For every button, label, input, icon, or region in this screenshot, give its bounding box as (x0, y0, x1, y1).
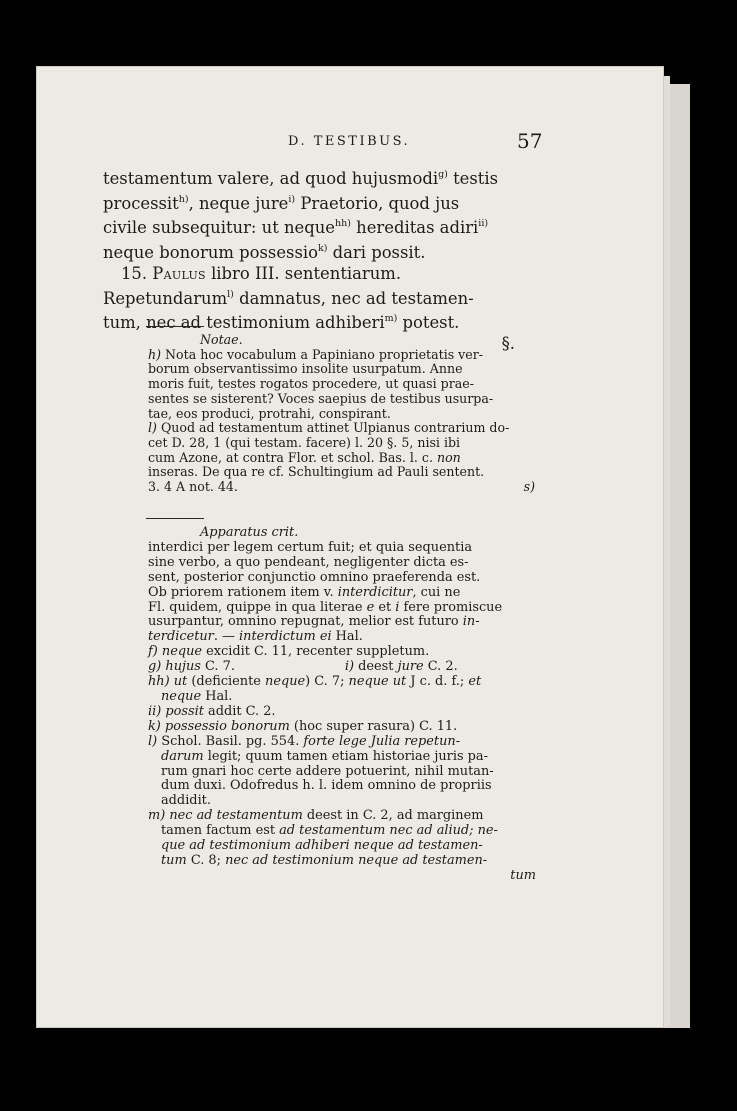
text-line: sent, posterior conjunctio omnino praeferenda est. (148, 569, 481, 585)
text-line: l) Quod ad testamentum attinet Ulpianus contrarium do- (148, 420, 510, 436)
footnote-marker: h) (178, 193, 189, 205)
text-line: rum gnari hoc certe addere potuerint, nihil mutan- (161, 763, 494, 779)
apparatus-criticus (148, 526, 548, 884)
text-line: neque bonorum possessio$^{k)}$ dari possit. (103, 242, 426, 262)
crit-entry-m: m) nec ad testamentum deest in C. 2, ad marginem (148, 808, 484, 824)
footnote-marker: m) (384, 313, 398, 324)
crit-entry-f: f) neque excidit C. 11, recenter suppletum. (148, 644, 430, 660)
text-line: terdicetur. — interdictum ei Hal. (148, 629, 363, 645)
notes-title: Notae. (200, 332, 243, 347)
section-sign: §. (501, 333, 515, 353)
crit-entry-ii: ii) possit addit C. 2. (148, 703, 276, 719)
text-line: cet D. 28, 1 (qui testam. facere) l. 20 §. 5, nisi ibi (148, 434, 461, 450)
apparatus-title: Apparatus crit. (200, 525, 299, 540)
text-line: testamentum valere, ad quod hujusmodi$^{g)}$ testis (103, 169, 499, 188)
divider (146, 326, 204, 327)
text-line: tamen factum est ad testamentum nec ad aliud; ne- (161, 823, 498, 839)
text-line: que ad testimonium adhiberi neque ad testamen- (161, 838, 483, 854)
crit-entry-l: l) Schol. Basil. pg. 554. forte lege Julia repetun- (148, 733, 461, 749)
text-line: sentes se sisterent? Voces saepius de testibus usurpa- (148, 390, 494, 406)
footnote-marker: g) (438, 169, 448, 180)
text-line: processit$^{h)}$, neque jure$^{i)}$ Praetorio, quod jus (103, 193, 460, 213)
text-line: addidit. (161, 793, 211, 809)
text-line: sine verbo, a quo pendeant, negligenter dicta es- (148, 554, 469, 570)
crit-entry-k: k) possessio bonorum (hoc super rasura) C. 11. (148, 718, 458, 734)
text-line: tum, nec ad testimonium adhiberi$^{m)}$ potest. (103, 313, 460, 332)
text-line: darum legit; quum tamen etiam historiae juris pa- (161, 748, 488, 764)
footnote-marker: i) (288, 193, 296, 205)
running-title: D. TESTIBUS. (288, 134, 411, 149)
text-line: Fl. quidem, quippe in qua literae e et i fere promiscue (148, 599, 503, 615)
note-l (148, 421, 543, 495)
note-end-mark: s) (523, 479, 535, 495)
text-line: cum Azone, at contra Flor. et schol. Bas. l. c. non (148, 449, 461, 465)
text-line: 3. 4 A not. 44. s) (148, 480, 543, 495)
note-h (148, 348, 543, 422)
text-line: neque Hal. (161, 688, 233, 704)
author-name: Paulus (152, 264, 206, 283)
crit-entry-g-i: g) hujus C. 7. i) deest jure C. 2. (148, 659, 458, 675)
footnote-marker: hh) (335, 218, 351, 229)
notes-section (148, 333, 543, 495)
page-number: 57 (517, 129, 543, 153)
text-line: h) Nota hoc vocabulum a Papiniano proprietatis ver- (148, 346, 484, 362)
text-line: Repetundarum$^{l)}$ damnatus, nec ad testamen- (103, 288, 474, 308)
text-line: inseras. De qua re cf. Schultingium ad Pauli sentent. (148, 464, 485, 480)
text-line: civile subsequitur: ut neque$^{hh)}$ hereditas adiri$^{ii)}$ (103, 218, 489, 237)
text-line: borum observantissimo insolite usurpatum. Anne (148, 361, 463, 377)
catchword: tum (510, 867, 536, 883)
text-line: dum duxi. Odofredus h. l. idem omnino de propriis (161, 778, 492, 794)
text-line: Ob priorem rationem item v. interdicitur, cui ne (148, 584, 461, 600)
running-head (0, 129, 737, 154)
section-heading: 15. Paulus libro III. sententiarum. (121, 264, 402, 283)
text-line: moris fuit, testes rogatos procedere, ut quasi prae- (148, 376, 474, 392)
divider (146, 518, 204, 519)
crit-entry-hh: hh) ut (deficiente neque) C. 7; neque ut J c. d. f.; et (148, 674, 482, 690)
footnote-marker: l) (227, 288, 234, 300)
text-line: tum C. 8; nec ad testimonium neque ad testamen- (161, 852, 488, 868)
paragraph (103, 165, 543, 263)
text-line: tae, eos produci, protrahi, conspirant. (148, 405, 391, 421)
text-line: usurpantur, omnino repugnat, melior est futuro in- (148, 614, 480, 630)
footnote-marker: ii) (478, 218, 489, 229)
text-line: interdici per legem certum fuit; et quia sequentia (148, 539, 473, 555)
footnote-marker: k) (317, 242, 328, 254)
